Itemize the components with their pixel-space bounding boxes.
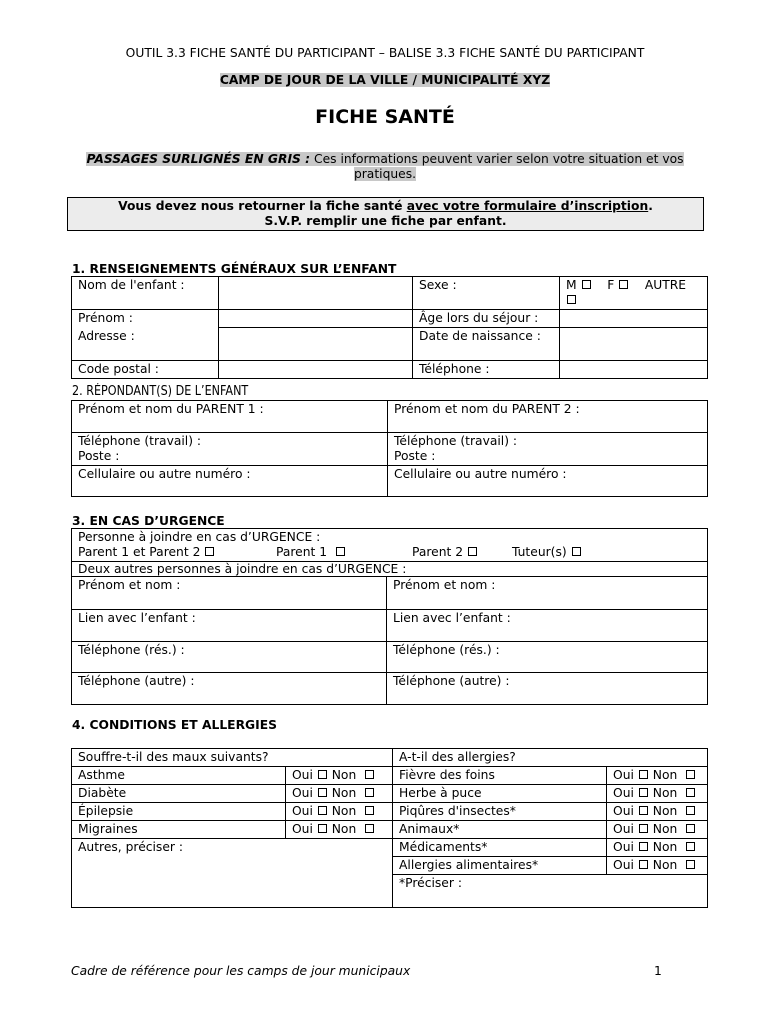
allergy-choice[interactable]: Oui Non [607,857,708,875]
two-other-persons-label: Deux autres personnes à joindre en cas d’URGENCE : [72,562,708,577]
non-checkbox[interactable] [686,860,695,869]
allergy-choice[interactable]: Oui Non [607,821,708,839]
field-contact2-other-phone[interactable]: Téléphone (autre) : [387,673,708,705]
section-1-table [71,276,708,379]
sex-m-checkbox[interactable] [582,280,591,289]
notice-line1c: . [648,199,653,213]
opt-both-parents-checkbox[interactable] [205,547,214,556]
section-4-title: 4. CONDITIONS ET ALLERGIES [72,718,277,732]
field-other-conditions[interactable]: Autres, préciser : [72,839,393,908]
non-checkbox[interactable] [686,770,695,779]
oui-checkbox[interactable] [318,824,327,833]
notice-line1b: avec votre formulaire d’inscription [406,199,649,213]
page-title: FICHE SANTÉ [315,106,455,128]
allergies-header: A-t-il des allergies? [393,749,708,767]
field-contact1-name[interactable]: Prénom et nom : [72,577,387,610]
opt-both-parents-label: Parent 1 et Parent 2 [78,545,201,559]
field-contact2-name[interactable]: Prénom et nom : [387,577,708,610]
field-child-name[interactable] [219,277,413,310]
label-sex: Sexe : [413,277,560,310]
allergy-choice[interactable]: Oui Non [607,803,708,821]
section-2-table [71,400,708,497]
maux-choice[interactable]: Oui Non [286,803,393,821]
oui-checkbox[interactable] [639,842,648,851]
label-phone: Téléphone : [413,361,560,379]
allergy-label: Herbe à puce [393,785,607,803]
allergy-label: Allergies alimentaires* [393,857,607,875]
label-postal-code: Code postal : [72,361,219,379]
emergency-contact-label: Personne à joindre en cas d’URGENCE : [78,530,321,544]
camp-name-text: CAMP DE JOUR DE LA VILLE / MUNICIPALITÉ XYZ [219,73,551,87]
opt-parent2-label: Parent 2 [412,545,464,559]
opt-parent1-checkbox[interactable] [336,547,345,556]
note-text: Ces informations peuvent varier selon votre situation et vos [310,152,684,166]
oui-checkbox[interactable] [318,788,327,797]
non-checkbox[interactable] [686,842,695,851]
non-checkbox[interactable] [365,770,374,779]
allergy-label: Animaux* [393,821,607,839]
oui-checkbox[interactable] [318,806,327,815]
maux-choice[interactable]: Oui Non [286,821,393,839]
field-parent1-work-phone[interactable]: Téléphone (travail) : Poste : [72,433,388,466]
opt-parent2-checkbox[interactable] [468,547,477,556]
field-contact2-relation[interactable]: Lien avec l’enfant : [387,610,708,642]
field-allergy-details[interactable]: *Préciser : [393,875,708,908]
field-address[interactable] [219,328,413,361]
allergy-label: Piqûres d'insectes* [393,803,607,821]
field-contact1-other-phone[interactable]: Téléphone (autre) : [72,673,387,705]
maux-label: Migraines [72,821,286,839]
oui-checkbox[interactable] [318,770,327,779]
oui-checkbox[interactable] [639,788,648,797]
field-phone[interactable] [560,361,708,379]
non-checkbox[interactable] [365,788,374,797]
label-age: Âge lors du séjour : [413,310,560,328]
opt-guardian-checkbox[interactable] [572,547,581,556]
field-sex[interactable] [560,277,708,310]
section-1-title: 1. RENSEIGNEMENTS GÉNÉRAUX SUR L’ENFANT [72,262,397,276]
opt-guardian-label: Tuteur(s) [512,545,567,559]
sex-other-label: AUTRE [644,278,687,292]
emergency-contact-choice [72,529,708,562]
note-text-2: pratiques. [353,167,417,181]
section-4-table [71,748,708,908]
maux-header: Souffre-t-il des maux suivants? [72,749,393,767]
camp-name [0,73,770,88]
grey-passages-note [0,152,770,182]
allergy-choice[interactable]: Oui Non [607,785,708,803]
maux-label: Asthme [72,767,286,785]
section-2-title: 2. RÉPONDANT(S) DE L’ENFANT [72,384,249,399]
label-child-name: Nom de l'enfant : [72,277,219,310]
maux-label: Diabète [72,785,286,803]
section-3-title: 3. EN CAS D’URGENCE [72,514,225,528]
label-first-name: Prénom : [72,310,219,328]
sex-f-checkbox[interactable] [619,280,628,289]
allergy-choice[interactable]: Oui Non [607,767,708,785]
sex-f-label: F [607,278,615,292]
field-contact2-home-phone[interactable]: Téléphone (rés.) : [387,642,708,673]
section-3-table [71,528,708,705]
field-parent2-cell[interactable]: Cellulaire ou autre numéro : [388,466,708,497]
label-address: Adresse : [72,328,219,361]
field-parent2-name[interactable]: Prénom et nom du PARENT 2 : [388,401,708,433]
field-birthdate[interactable] [560,328,708,361]
oui-checkbox[interactable] [639,860,648,869]
label-birthdate: Date de naissance : [413,328,560,361]
oui-checkbox[interactable] [639,824,648,833]
maux-label: Épilepsie [72,803,286,821]
oui-checkbox[interactable] [639,806,648,815]
note-label: PASSAGES SURLIGNÉS EN GRIS : [86,152,311,166]
return-notice-box [67,197,704,231]
allergy-label: Médicaments* [393,839,607,857]
allergy-choice[interactable]: Oui Non [607,839,708,857]
field-contact1-home-phone[interactable]: Téléphone (rés.) : [72,642,387,673]
maux-choice[interactable]: Oui Non [286,785,393,803]
maux-choice[interactable]: Oui Non [286,767,393,785]
non-checkbox[interactable] [365,806,374,815]
field-contact1-relation[interactable]: Lien avec l’enfant : [72,610,387,642]
sex-m-label: M [566,278,577,292]
field-first-name[interactable] [219,310,413,328]
page-number: 1 [654,964,662,978]
field-parent1-cell[interactable]: Cellulaire ou autre numéro : [72,466,388,497]
non-checkbox[interactable] [686,788,695,797]
non-checkbox[interactable] [365,824,374,833]
allergy-label: Fièvre des foins [393,767,607,785]
sex-other-checkbox[interactable] [567,295,576,304]
field-parent2-work-phone[interactable]: Téléphone (travail) : Poste : [388,433,708,466]
notice-line2: S.V.P. remplir une fiche par enfant. [264,214,507,228]
opt-parent1-label: Parent 1 [276,545,328,559]
footer-text: Cadre de référence pour les camps de jour municipaux [71,964,411,978]
field-parent1-name[interactable]: Prénom et nom du PARENT 1 : [72,401,388,433]
notice-line1a: Vous devez nous retourner la fiche santé [118,199,407,213]
field-postal-code[interactable] [219,361,413,379]
oui-checkbox[interactable] [639,770,648,779]
non-checkbox[interactable] [686,806,695,815]
non-checkbox[interactable] [686,824,695,833]
field-age[interactable] [560,310,708,328]
doc-tool-header: OUTIL 3.3 FICHE SANTÉ DU PARTICIPANT – BALISE 3.3 FICHE SANTÉ DU PARTICIPANT [125,46,645,60]
